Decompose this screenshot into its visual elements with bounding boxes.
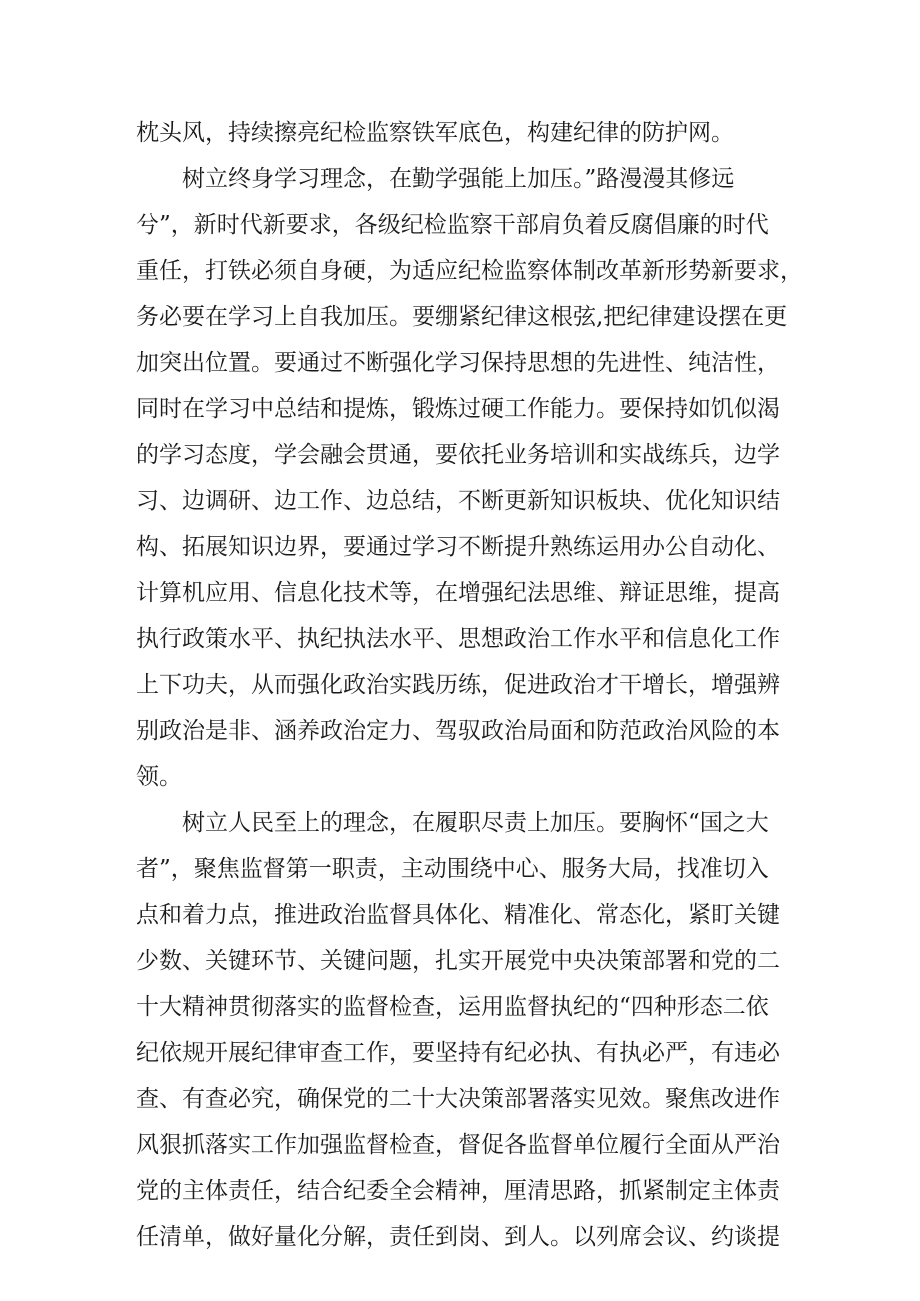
text-line: 者”，聚焦监督第一职责，主动围绕中心、服务大局，找准切入 <box>136 856 769 882</box>
text-line: 党的主体责任，结合纪委全会精神，厘清思路，抓紧制定主体责 <box>136 1178 780 1204</box>
text-line: 的学习态度，学会融会贯通，要依托业务培训和实战练兵，边学 <box>136 442 780 468</box>
text-line: 务必要在学习上自我加压。要绷紧纪律这根弦,把纪律建设摆在更 <box>136 304 788 330</box>
text-line: 领。 <box>136 764 182 790</box>
text-line: 风狠抓落实工作加强监督检查，督促各监督单位履行全面从严治 <box>136 1132 780 1158</box>
text-line: 同时在学习中总结和提炼，锻炼过硬工作能力。要保持如饥似渴 <box>136 396 780 422</box>
text-line: 加突出位置。要通过不断强化学习保持思想的先进性、纯洁性， <box>136 350 780 376</box>
text-line: 查、有查必究，确保党的二十大决策部署落实见效。聚焦改进作 <box>136 1086 780 1112</box>
text-line: 十大精神贯彻落实的监督检查，运用监督执纪的“四种形态二依 <box>136 994 769 1020</box>
text-line: 上下功夫，从而强化政治实践历练，促进政治才干增长，增强辨 <box>136 672 780 698</box>
paragraph-first-line: 树立人民至上的理念，在履职尽责上加压。要胸怀“国之大 <box>182 810 769 836</box>
text-line: 点和着力点，推进政治监督具体化、精准化、常态化，紧盯关键 <box>136 902 780 928</box>
text-line: 计算机应用、信息化技术等，在增强纪法思维、辩证思维，提高 <box>136 580 780 606</box>
text-line: 别政治是非、涵养政治定力、驾驭政治局面和防范政治风险的本 <box>136 718 780 744</box>
text-line: 任清单，做好量化分解，责任到岗、到人。以列席会议、约谈提 <box>136 1224 780 1250</box>
text-line: 少数、关键环节、关键问题，扎实开展党中央决策部署和党的二 <box>136 948 780 974</box>
text-line: 习、边调研、边工作、边总结，不断更新知识板块、优化知识结 <box>136 488 780 514</box>
text-line: 纪依规开展纪律审查工作，要坚持有纪必执、有执必严，有违必 <box>136 1040 780 1066</box>
text-line: 兮”，新时代新要求，各级纪检监察干部肩负着反腐倡廉的时代 <box>136 212 769 238</box>
text-line: 执行政策水平、执纪执法水平、思想政治工作水平和信息化工作 <box>136 626 780 652</box>
text-line: 枕头风，持续擦亮纪检监察铁军底色，构建纪律的防护网。 <box>136 120 734 146</box>
paragraph-first-line: 树立终身学习理念，在勤学强能上加压。”路漫漫其修远 <box>182 166 735 192</box>
text-line: 重任，打铁必须自身硬，为适应纪检监察体制改革新形势新要求， <box>136 258 803 284</box>
text-line: 构、拓展知识边界，要通过学习不断提升熟练运用办公自动化、 <box>136 534 780 560</box>
